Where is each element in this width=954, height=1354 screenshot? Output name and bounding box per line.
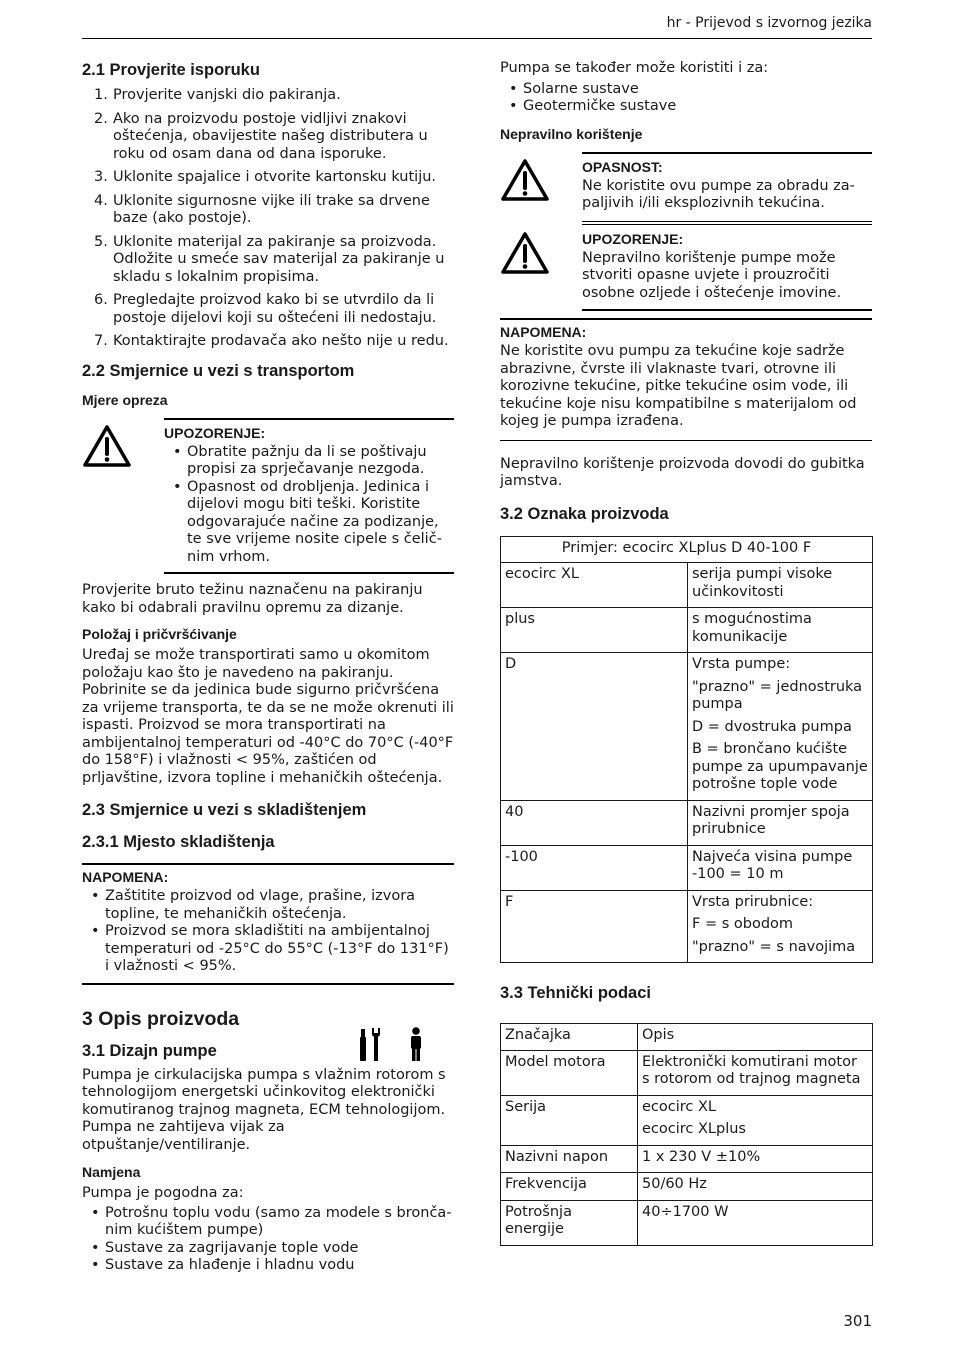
misuse-note-text: Ne koristite ovu pumpu za tekućine koje sadrže abrazivne, čvrste ili vlaknaste tvari, otrovne ili korozivne tekućine, pitke tekućine osim vode, ili tekućine koje nisu kompatibilne s materijalom od kojeg je pumpa izrađena. [500, 343, 857, 429]
delivery-step [82, 292, 454, 327]
tech-feature: Model motora [501, 1050, 638, 1095]
tech-row [501, 1095, 873, 1145]
section-3-3-title: 3.3 Tehnički podaci [500, 984, 651, 1002]
gross-weight-text: Provjerite bruto težinu naznačenu na pakiranju kako bi odabrali pravilnu opremu za dizanje. [82, 582, 423, 616]
purpose-title: Namjena [82, 1164, 141, 1180]
tech-desc [638, 1095, 873, 1145]
transport-warning-list [164, 444, 454, 567]
step-text: Uklonite spajalice i otvorite kartonsku kutiju. [113, 169, 437, 185]
designation-desc-line: B = brončano kućište pumpe za upumpavanje potrošne tople vode [692, 741, 868, 792]
also-usable-list [500, 81, 872, 116]
designation-desc-line: "prazno" = s navojima [692, 938, 856, 955]
designation-desc [688, 845, 873, 890]
tech-header-desc: Opis [638, 1024, 873, 1051]
designation-desc [688, 890, 873, 963]
tech-desc [638, 1200, 873, 1245]
precautions-title: Mjere opreza [82, 391, 168, 408]
designation-row [501, 608, 873, 653]
designation-table-header: Primjer: ecocirc XLplus D 40-100 F [501, 536, 873, 563]
misuse-warning-text: Nepravilno korištenje pumpe može stvoriti opasne uvjete i prouzročiti osobne ozljede i oštećenje imovine. [582, 249, 842, 301]
designation-desc-line: Vrsta pumpe: [692, 656, 791, 672]
tech-desc-line: ecocirc XLplus [642, 1121, 746, 1137]
section-3-title: 3 Opis proizvoda [82, 1007, 240, 1030]
misuse-warning-box [500, 221, 872, 312]
transport-warning-box [82, 418, 454, 575]
section-3-1-title: 3.1 Dizajn pumpe [82, 1041, 217, 1060]
step-number: 2. [94, 110, 108, 127]
tech-row [501, 1050, 873, 1095]
designation-desc [688, 800, 873, 845]
misuse-title: Nepravilno korištenje [500, 125, 643, 142]
delivery-step [82, 234, 454, 287]
warning-list-item: • Opasnost od drobljenja. Jedinica i dijelovi mogu biti teški. Koristite odgovarajuće načine za podizanje, te sve vrijeme nosite cipele s čeličnim vrhom. [164, 479, 454, 567]
transport-warning-body [164, 418, 454, 575]
step-text: Pregledajte proizvod kako bi se utvrdilo da li postoje dijelovi koji su oštećeni ili nedostaju. [113, 292, 437, 326]
purpose-list [82, 1205, 454, 1275]
delivery-step [82, 193, 454, 228]
purpose-list-item: • Potrošnu toplu vodu (samo za modele s brončanim kućištem pumpe) [82, 1205, 454, 1240]
warning-list-item: • Obratite pažnju da li se poštivaju propisi za sprječavanje nezgoda. [164, 444, 454, 479]
wrench-screwdriver-icon [360, 1028, 380, 1061]
designation-desc-line: F = s obodom [692, 916, 794, 932]
step-text: Ako na proizvodu postoje vidljivi znakovi oštećenja, obavijestite našeg distributera u roku od osam dana od dana isporuke. [113, 110, 428, 162]
step-text: Kontaktirajte prodavača ako nešto nije u redu. [113, 333, 449, 349]
pump-design-text: Pumpa je cirkulacijska pumpa s vlažnim rotorom s tehnologijom energetski učinkovitog elektronički komutiranog trajnog magneta, ECM tehnologijom. Pumpa ne zahtijeva vijak za otpuštanje/ventiliranje. [82, 1066, 446, 1153]
position-fixing-title: Položaj i pričvršćivanje [82, 626, 237, 642]
delivery-step [82, 333, 454, 351]
step-number: 5. [94, 233, 108, 250]
delivery-steps-list [82, 87, 454, 351]
designation-desc-line: D = dvostruka pumpa [692, 718, 852, 735]
designation-desc-line: Najveća visina pumpe -100 = 10 m [692, 848, 853, 882]
designation-code: F [501, 890, 688, 963]
right-column [500, 60, 872, 1246]
section-3-2-title: 3.2 Oznaka proizvoda [500, 504, 669, 523]
tech-feature: Serija [501, 1095, 638, 1145]
danger-label: OPASNOST: [582, 158, 663, 175]
step-text: Uklonite sigurnosne vijke ili trake sa drvene baze (ako postoje). [113, 192, 430, 226]
designation-row [501, 890, 873, 963]
tech-desc-line: Elektronički komutirani motor s rotorom od trajnog magneta [642, 1053, 861, 1087]
step-number: 1. [94, 87, 108, 103]
page-header [82, 14, 872, 39]
purpose-list-item: • Sustave za hlađenje i hladnu vodu [82, 1257, 454, 1275]
step-text: Uklonite materijal za pakiranje sa proizvoda. Odložite u smeće sav materijal za pakiranje u skladu s lokalnim propisima. [113, 233, 445, 285]
designation-desc-line: Nazivni promjer spoja prirubnice [692, 803, 850, 837]
purpose-intro: Pumpa je pogodna za: [82, 1185, 244, 1201]
tools-and-person-icon [355, 1025, 435, 1065]
designation-desc [688, 563, 873, 608]
danger-box [500, 152, 872, 221]
tech-desc-line: 1 x 230 V ±10% [642, 1148, 761, 1165]
also-usable-item: • Geotermičke sustave [500, 98, 872, 116]
delivery-step [82, 169, 454, 187]
warning-triangle-icon [500, 231, 550, 275]
tech-header-feature: Značajka [501, 1024, 638, 1051]
designation-row [501, 653, 873, 801]
note-list-item: • Zaštitite proizvod od vlage, prašine, izvora topline, te mehaničkih oštećenja. [82, 888, 454, 923]
designation-row [501, 800, 873, 845]
tech-row [501, 1145, 873, 1173]
misuse-warning-label: UPOZORENJE: [582, 230, 684, 247]
section-2-2-title: 2.2 Smjernice u vezi s transportom [82, 361, 355, 380]
tech-row [501, 1173, 873, 1201]
tech-row [501, 1200, 873, 1245]
tech-feature: Frekvencija [501, 1173, 638, 1201]
step-text: Provjerite vanjski dio pakiranja. [113, 87, 341, 103]
step-number: 3. [94, 169, 108, 185]
tech-desc-line: 50/60 Hz [642, 1176, 707, 1192]
delivery-step [82, 111, 454, 164]
designation-desc [688, 608, 873, 653]
header-text: hr - Prijevod s izvornog jezika [666, 15, 872, 31]
step-number: 4. [94, 192, 108, 209]
also-usable-item: • Solarne sustave [500, 81, 872, 99]
storage-note-label: NAPOMENA: [82, 869, 169, 885]
step-number: 6. [94, 292, 108, 308]
storage-note-box [82, 863, 454, 985]
position-fixing-text: Uređaj se može transportirati samo u okomitom položaju kao što je navedeno na pakiranju. Pobrinite se da jedinica bude sigurno pričvršćena za vrijeme transporta, te da se ne može okrenuti ili ispasti. Proizvod se mora transportirati na ambijentalnoj temperaturi od -40°C do 70°C (-40°F do 158°F) i vlažnosti < 95%, zaštićen od prljavštine, izvora topline i mehaničkih oštećenja. [82, 647, 454, 786]
danger-text: Ne koristite ovu pumpe za obradu zapaljivih i/ili eksplozivnih tekućina. [582, 177, 855, 211]
designation-code: D [501, 653, 688, 801]
designation-desc-line: s mogućnostima komunikacije [692, 611, 812, 645]
delivery-step [82, 87, 454, 105]
page-number: 301 [843, 1312, 872, 1330]
danger-body [582, 152, 872, 221]
section-2-3-title: 2.3 Smjernice u vezi s skladištenjem [82, 801, 367, 819]
tech-data-table [500, 1023, 873, 1246]
also-usable-intro: Pumpa se također može koristiti i za: [500, 60, 769, 76]
designation-code: 40 [501, 800, 688, 845]
designation-desc-line: serija pumpi visoke učinkovitosti [692, 566, 833, 600]
designation-code: ecocirc XL [501, 563, 688, 608]
purpose-list-item: • Sustave za zagrijavanje tople vode [82, 1240, 454, 1258]
designation-desc-line: Vrsta prirubnice: [692, 893, 814, 910]
section-2-1-title: 2.1 Provjerite isporuku [82, 61, 260, 79]
note-list-item: • Proizvod se mora skladištiti na ambijentalnoj temperaturi od -25°C do 55°C (-13°F do 131°F) i vlažnosti < 95%. [82, 923, 454, 976]
tech-desc [638, 1145, 873, 1173]
designation-row [501, 563, 873, 608]
storage-note-list [82, 888, 454, 976]
transport-warning-label: UPOZORENJE: [164, 424, 266, 441]
misuse-note-box [500, 318, 872, 441]
misuse-note-label: NAPOMENA: [500, 324, 587, 340]
section-2-3-1-title: 2.3.1 Mjesto skladištenja [82, 833, 275, 851]
designation-code: -100 [501, 845, 688, 890]
person-icon [411, 1027, 421, 1061]
designation-row [501, 845, 873, 890]
step-number: 7. [94, 333, 108, 349]
designation-table [500, 536, 873, 964]
designation-desc [688, 653, 873, 801]
designation-desc-line: "prazno" = jednostruka pumpa [692, 678, 863, 712]
warning-triangle-icon [82, 424, 132, 468]
tech-desc-line: ecocirc XL [642, 1098, 717, 1115]
misuse-warning-body [582, 221, 872, 312]
left-column [82, 58, 454, 1275]
tech-desc [638, 1050, 873, 1095]
tech-desc [638, 1173, 873, 1201]
warranty-text: Nepravilno korištenje proizvoda dovodi do gubitka jamstva. [500, 455, 865, 489]
tech-feature: Potrošnja energije [501, 1200, 638, 1245]
designation-code: plus [501, 608, 688, 653]
tech-feature: Nazivni napon [501, 1145, 638, 1173]
danger-triangle-icon [500, 158, 550, 202]
tech-desc-line: 40÷1700 W [642, 1203, 729, 1220]
